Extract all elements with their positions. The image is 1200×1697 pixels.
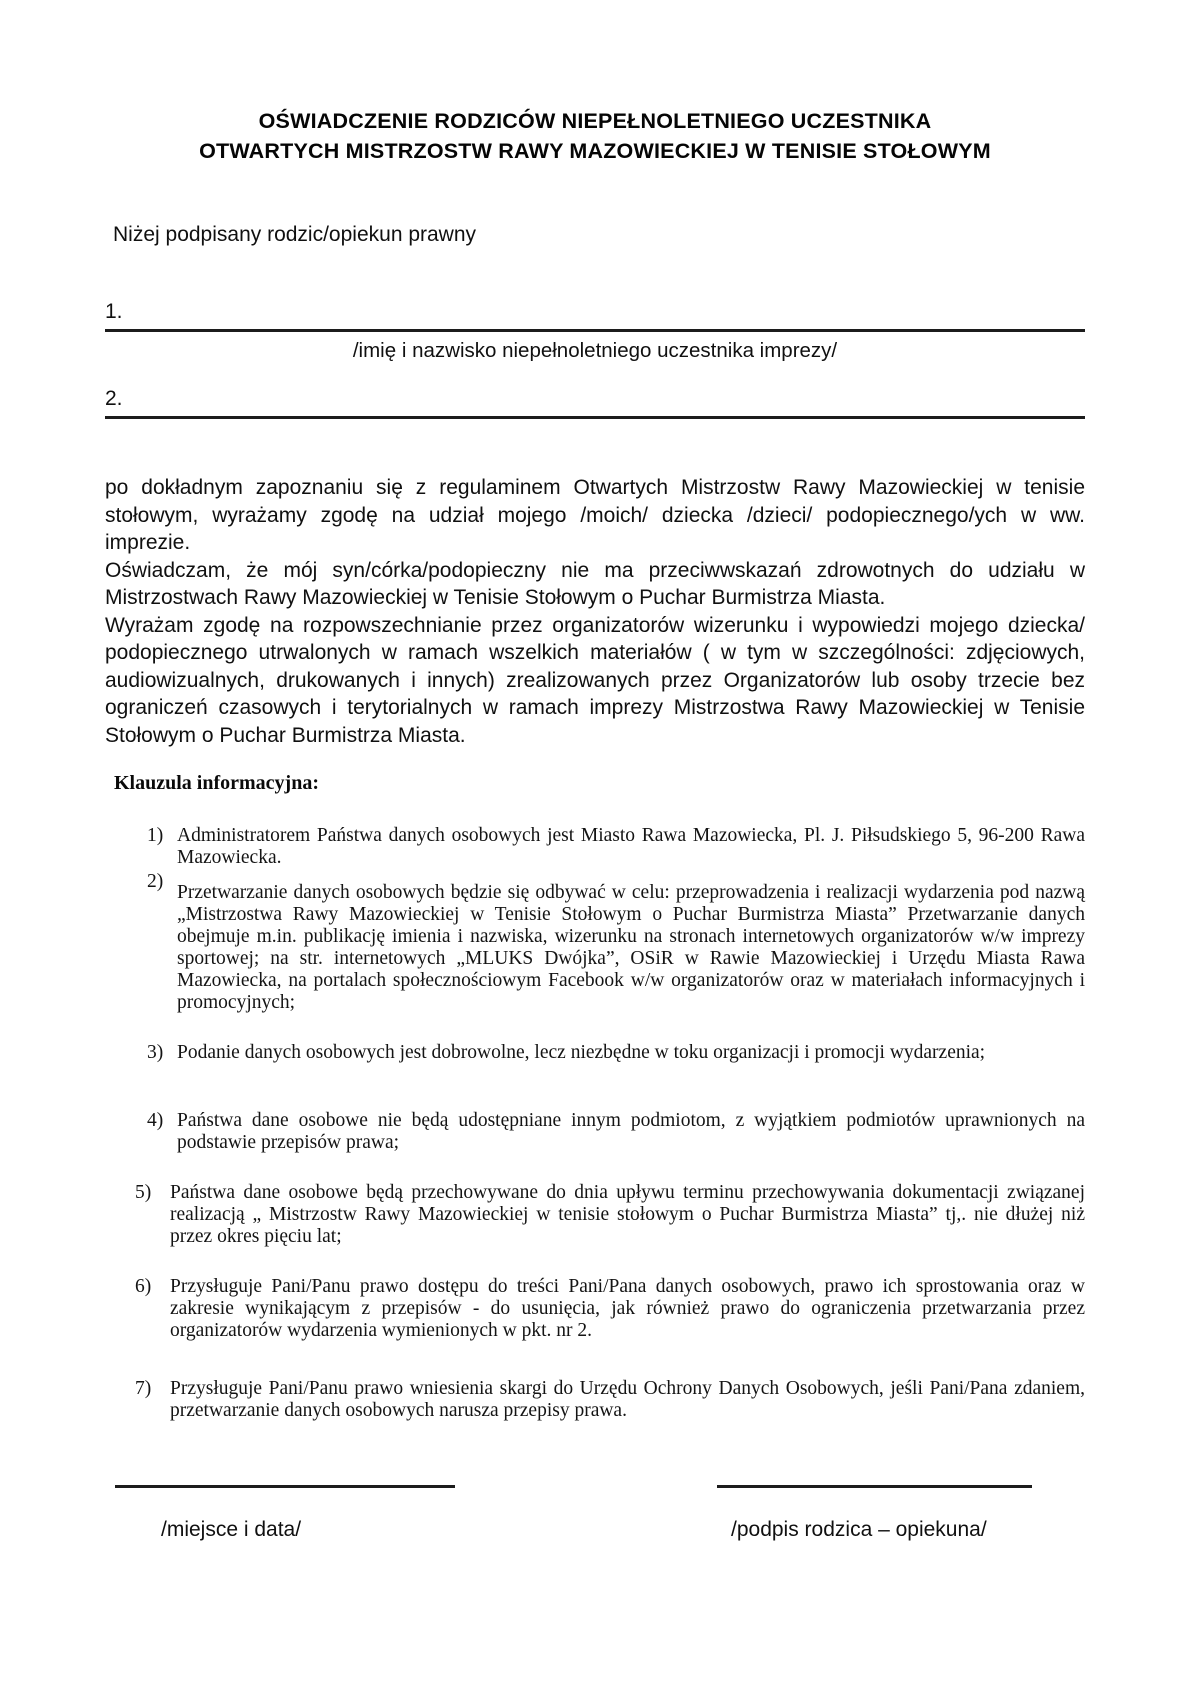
clause-item-3-number: 3) bbox=[147, 1042, 164, 1063]
clause-item-1-text: Administratorem Państwa danych osobowych jest Miasto Rawa Mazowiecka, Pl. J. Piłsudskiego 5, 96-200 Rawa Mazowiecka. bbox=[177, 825, 1085, 868]
clause-item-6 bbox=[105, 1276, 1085, 1342]
clause-item-4 bbox=[105, 1110, 1085, 1154]
body-paragraph-2: Oświadczam, że mój syn/córka/podopieczny nie ma przeciwwskazań zdrowotnych do udziału w Mistrzostwach Rawy Mazowieckiej w Tenisie Stołowym o Puchar Burmistrza Miasta. bbox=[105, 558, 1085, 609]
clause-item-7 bbox=[105, 1378, 1085, 1422]
field-second-participant-name bbox=[105, 387, 1085, 419]
clause-item-2 bbox=[105, 871, 1085, 1014]
signature-place-date bbox=[115, 1485, 455, 1542]
title-line-1: OŚWIADCZENIE RODZICÓW NIEPEŁNOLETNIEGO UCZESTNIKA bbox=[258, 109, 932, 133]
field-1-number: 1. bbox=[105, 300, 123, 323]
title-line-2: OTWARTYCH MISTRZOSTW RAWY MAZOWIECKIEJ W TENISIE STOŁOWYM bbox=[199, 139, 991, 163]
clause-item-2-number: 2) bbox=[147, 871, 164, 892]
clause-item-3-text: Podanie danych osobowych jest dobrowolne, lecz niezbędne w toku organizacji i promocji wydarzenia; bbox=[177, 1042, 986, 1063]
intro-text: Niżej podpisany rodzic/opiekun prawny bbox=[113, 223, 477, 246]
field-1-caption: /imię i nazwisko niepełnoletniego uczestnika imprezy/ bbox=[352, 339, 838, 362]
clause-item-5-number: 5) bbox=[135, 1182, 152, 1203]
clause-item-6-text: Przysługuje Pani/Panu prawo dostępu do treści Pani/Pana danych osobowych, prawo ich sprostowania oraz w zakresie wynikającym z przepisów - do usunięcia, jak również prawo do ograniczenia przetwarzania przez organizatorów wydarzenia wymienionych w pkt. nr 2. bbox=[170, 1276, 1085, 1341]
body-paragraph-3: Wyrażam zgodę na rozpowszechnianie przez organizatorów wizerunku i wypowiedzi mojego dziecka/ podopiecznego utrwalonych w ramach wszelkich materiałów ( w tym w szczególności: zdjęciowych, audiowizualnych, drukowanych i innych) zrealizowanych przez Organizatorów lub osoby trzecie bez ograniczeń czasowych i terytorialnych w ramach imprezy Mistrzostwa Rawy Mazowieckiej w Tenisie Stołowym o Puchar Burmistrza Miasta. bbox=[105, 613, 1085, 747]
field-participant-name bbox=[105, 300, 1085, 332]
clause-item-1 bbox=[105, 825, 1085, 869]
signature-parent bbox=[717, 1485, 1032, 1542]
clause-item-3 bbox=[105, 1042, 1085, 1064]
clause-item-4-text: Państwa dane osobowe nie będą udostępniane innym podmiotom, z wyjątkiem podmiotów uprawnionych na podstawie przepisów prawa; bbox=[177, 1110, 1085, 1153]
body-paragraph-1: po dokładnym zapoznaniu się z regulaminem Otwartych Mistrzostw Rawy Mazowieckiej w tenisie stołowym, wyrażamy zgodę na udział mojego /moich/ dziecka /dzieci/ podopiecznego/ych w ww. imprezie. bbox=[105, 476, 1085, 554]
clause-item-5 bbox=[105, 1182, 1085, 1248]
signature-row bbox=[105, 1485, 1085, 1542]
signature-parent-label: /podpis rodzica – opiekuna/ bbox=[731, 1518, 987, 1541]
declaration-body bbox=[105, 474, 1085, 749]
clause-item-7-text: Przysługuje Pani/Panu prawo wniesienia skargi do Urzędu Ochrony Danych Osobowych, jeśli Pani/Pana zdaniem, przetwarzanie danych osobowych narusza przepisy prawa. bbox=[170, 1378, 1085, 1421]
information-clause-heading: Klauzula informacyjna: bbox=[114, 772, 319, 794]
clause-item-5-text: Państwa dane osobowe będą przechowywane do dnia upływu terminu przechowywania dokumentacji związanej realizacją „ Mistrzostw Rawy Mazowieckiej w tenisie stołowym o Puchar Burmistrza Miasta” tj,. nie dłużej niż przez okres pięciu lat; bbox=[170, 1182, 1085, 1247]
clause-item-1-number: 1) bbox=[147, 825, 164, 846]
clause-item-2-text: Przetwarzanie danych osobowych będzie się odbywać w celu: przeprowadzenia i realizacji wydarzenia pod nazwą „Mistrzostwa Rawy Mazowieckiej w Tenisie Stołowym o Puchar Burmistrza Miasta” Przetwarzanie danych obejmuje m.in. publikację imienia i nazwiska, wizerunku na stronach internetowych organizatorów w/w imprezy sportowej; na str. internetowych „MLUKS Dwójka”, OSiR w Rawie Mazowieckiej i Urzędu Miasta Rawa Mazowiecka, na portalach społecznościowym Facebook w/w organizatorów oraz w materiałach informacyjnych i promocyjnych; bbox=[177, 882, 1085, 1013]
signature-place-date-label: /miejsce i data/ bbox=[161, 1518, 302, 1541]
field-2-number: 2. bbox=[105, 387, 123, 410]
information-clause-list bbox=[105, 825, 1085, 1422]
clause-item-7-number: 7) bbox=[135, 1378, 152, 1399]
clause-item-4-number: 4) bbox=[147, 1110, 164, 1131]
clause-item-6-number: 6) bbox=[135, 1276, 152, 1297]
document-title bbox=[105, 106, 1085, 166]
